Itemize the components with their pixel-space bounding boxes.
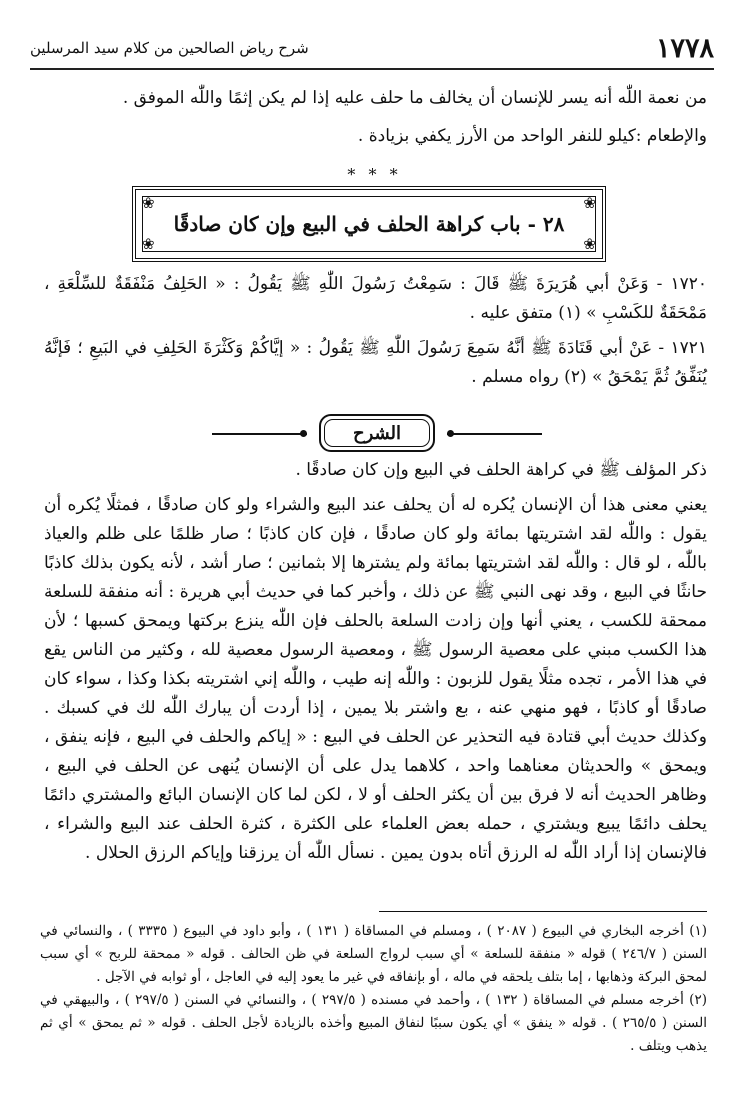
sharh-label: الشرح [352,422,402,444]
corner-ornament-icon: ❀ [583,235,596,253]
sharh-heading [212,414,542,454]
footnotes [40,920,707,1058]
page-number: ١٧٧٨ [655,32,714,64]
intro-section [44,84,707,151]
corner-ornament-icon: ❀ [583,194,596,212]
hadith-text: ١٧٢٠ - وَعَنْ أبي هُرَيرَةَ ﷺ قَالَ : سَمِعْتُ رَسُولَ اللّٰهِ ﷺ يَقُولُ : « الحَلِفُ مَنْفَقَةٌ للسِّلْعَةِ ، مَمْحَقَةٌ للكَسْبِ » (١) متفق عليه . [44,274,707,323]
intro-paragraph: والإطعام :كيلو للنفر الواحد من الأرز يكفي بزيادة . [357,126,707,146]
chapter-title-frame [132,186,606,262]
footnote: (٢) أخرجه مسلم في المساقاة ( ١٣٢ ) ، وأحمد في مسنده ( ٢٩٧/٥ ) ، والنسائي في السنن ( ٢٩٧/٥ ) ، والبيهقي في السنن ( ٢٦٥/٥ ) . قوله « ينفق » أي يكون سببًا لنفاق المبيع وأخذه بالزيادة لأجل الحلف . قوله « ثم يمحق » أي ثم يذهب ويتلف . [40,992,708,1054]
sharh-paragraph: يعني معنى هذا أن الإنسان يُكره له أن يحلف عند البيع والشراء ولو كان صادقًا ، فمثلًا يُكره أن يقول : واللّٰه لقد اشتريتها بمائة ولو كان صادقًا ، فإن كان كاذبًا ؛ صار ظلمًا على ظلم والعياذ باللّٰه ، لو قال : واللّٰه لقد اشتريتها بمائة ولم يشترها إلا بثمانين ؛ صار أشد ، لأنه يكون بذلك كاذبًا حانثًا في البيع ، وقد نهى النبي ﷺ عن ذلك ، وأخبر كما في حديث أبي هريرة : أنه منفقة للسلعة ممحقة للكسب ، يعني أنها وإن زادت السلعة بالحلف فإن اللّٰه ينزع بركتها ويمحق كسبها ؛ لأن هذا الكسب مبني على معصية الرسول ﷺ ، ومعصية الرسول معصية لله ، وكثير من الناس يقع في هذا الأمر ، تجده مثلًا يقول للزبون : واللّٰه إنه طيب ، واللّٰه إني اشتريته بكذا وكذا ، سواء كان صادقًا أو كاذبًا ، فهو منهي عنه ، بع واشتر بلا يمين ، إذا أردت أن يبارك اللّٰه لك في كسبك . وكذلك حديث أبي قتادة فيه التحذير عن الحلف في البيع : « إياكم والحلف في البيع ، فإنه ينفق ، ويمحق » والحديثان معناهما واحد ، كلاهما يدل على أن الإنسان يُنهى عن الحلف في البيع ، وظاهر الحديث أنه لا فرق بين أن يكثر الحلف أو لا ، لكن لما كان الإنسان البائع والمشتري دائمًا يحلف دائمًا يبيع ويشتري ، حمله بعض العلماء على الكثرة ، كثرة الحلف عند البيع والشراء ، فالإنسان إذا أراد اللّٰه له الرزق أتاه بدون يمين . نسأل اللّٰه أن يرزقنا وإياكم الرزق الحلال . [44,495,707,863]
hadith-text: ١٧٢١ - عَنْ أبي قَتَادَةَ ﷺ أنَّهُ سَمِعَ رَسُولَ اللّٰهِ ﷺ يَقُولُ : « إيَّاكُمْ وَكَثْرَةَ الحَلِفِ في البَيعِ ؛ فَإنَّهُ يُنَفِّقُ ثُمَّ يَمْحَقُ » (٢) رواه مسلم . [44,338,707,387]
intro-paragraph: من نعمة اللّٰه أنه يسر للإنسان أن يخالف ما حلف عليه إذا لم يكن إثمًا واللّٰه الموفق . [122,88,707,108]
running-title: شرح رياض الصالحين من كلام سيد المرسلين [30,39,309,57]
chapter-title: ٢٨ - باب كراهة الحلف في البيع وإن كان صادقًا [173,212,565,236]
sharh-body [44,456,707,868]
sharh-paragraph: ذكر المؤلف ﷺ في كراهة الحلف في البيع وإن كان صادقًا . [295,460,707,480]
hadith-section [44,270,707,392]
heading-divider [447,433,542,435]
heading-divider [212,433,307,435]
corner-ornament-icon: ❀ [142,235,155,253]
footnote: (١) أخرجه البخاري في البيوع ( ٢٠٨٧ ) ، ومسلم في المساقاة ( ١٣١ ) ، وأبو داود في البيوع ( ٣٣٣٥ ) ، والنسائي في السنن ( ٢٤٦/٧ ) قوله « منفقة للسلعة » أي سبب لرواج السلعة في ظن الحالف . قوله « ممحقة للربح » أي سبب لمحق البركة وذهابها ، إما بتلف يلحقه في ماله ، أو بإنفاقه في غير ما يعود إليه في العاجل ، أو ثوابه في الآجل . [40,923,708,985]
section-separator: * * * [347,165,402,184]
sharh-frame [319,414,435,452]
footnote-divider [379,911,707,912]
page-header [30,28,714,70]
corner-ornament-icon: ❀ [142,194,155,212]
